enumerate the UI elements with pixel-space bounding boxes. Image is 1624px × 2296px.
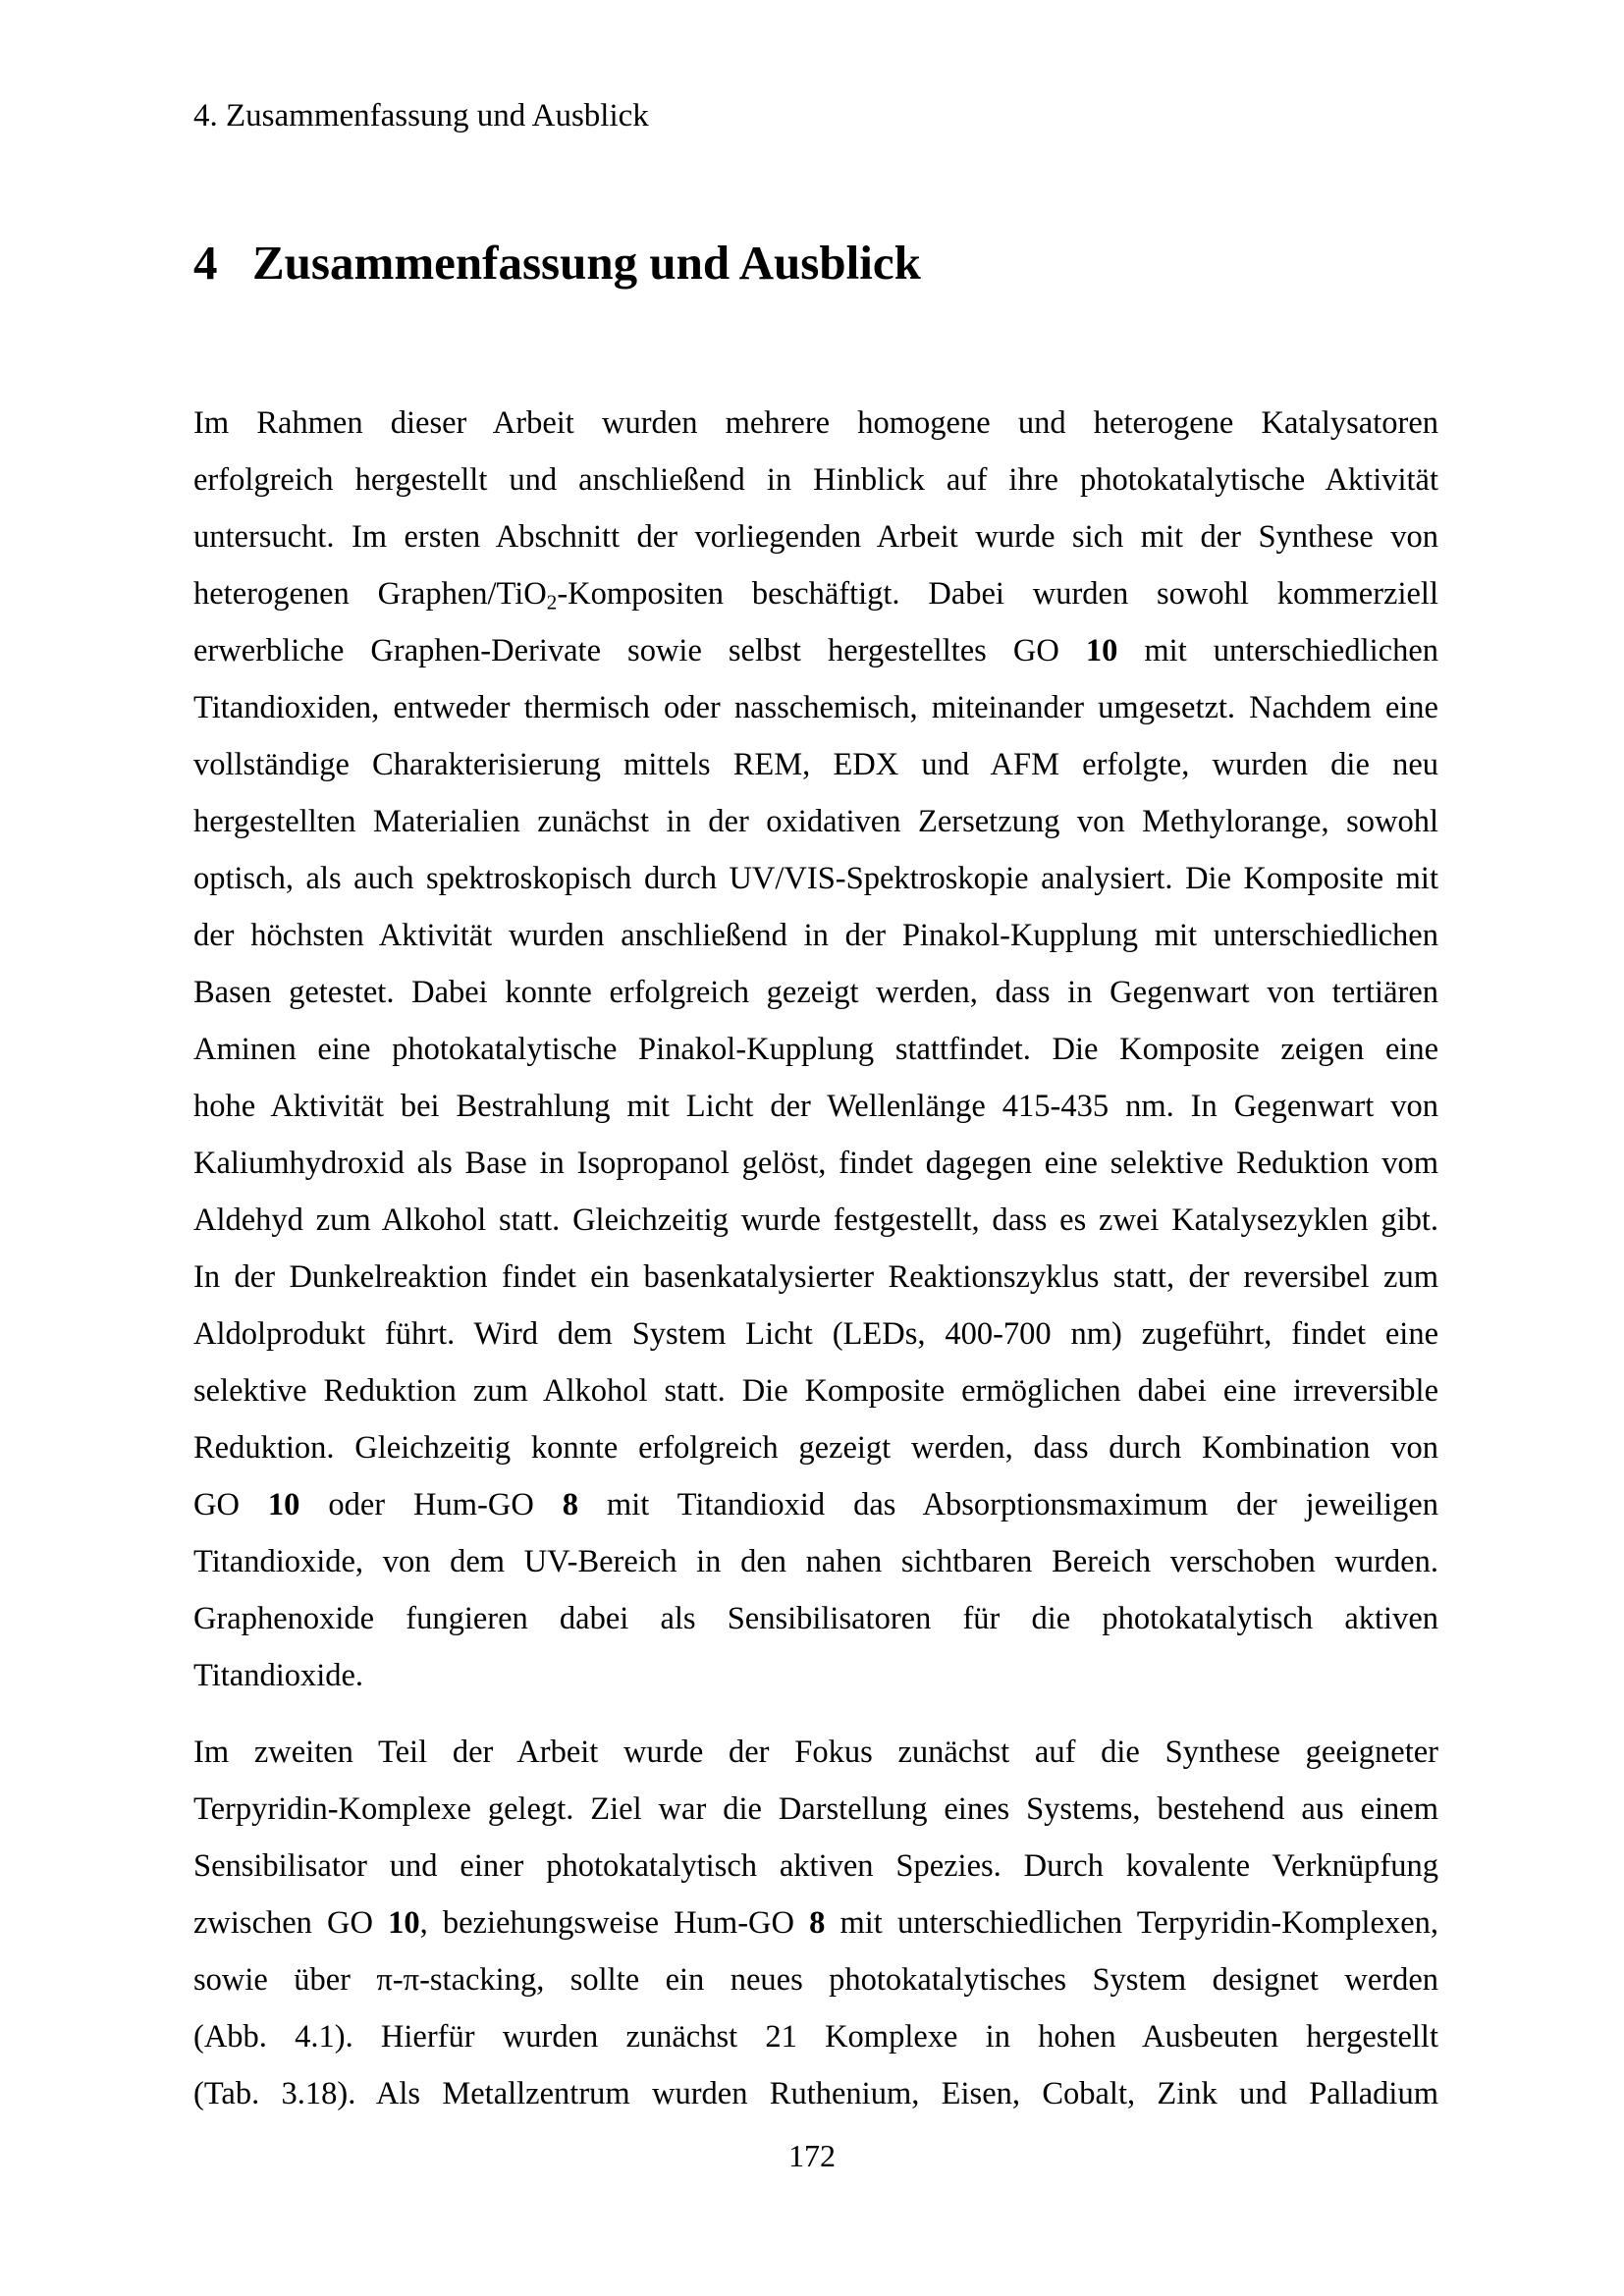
text-line: optisch, als auch spektroskopisch durch UV/VIS-Spektroskopie analysiert. Die Komposite mit bbox=[193, 861, 1438, 896]
text-line: Aldehyd zum Alkohol statt. Gleichzeitig wurde festgestellt, dass es zwei Katalysezyklen gibt. bbox=[193, 1202, 1438, 1238]
text-run: -Kompositen beschäftigt. Dabei wurden sowohl kommerziell bbox=[557, 576, 1438, 612]
text-run: mit unterschiedlichen Terpyridin-Komplexen, bbox=[825, 1905, 1438, 1941]
text-line: Basen getestet. Dabei konnte erfolgreich gezeigt werden, dass in Gegenwart von tertiären bbox=[193, 975, 1438, 1010]
text-line: hohe Aktivität bei Bestrahlung mit Licht der Wellenlänge 415-435 nm. In Gegenwart von bbox=[193, 1089, 1438, 1124]
text-line bbox=[193, 622, 1438, 679]
text-line: Titandioxide, von dem UV-Bereich in den nahen sichtbaren Bereich verschoben wurden. bbox=[193, 1544, 1438, 1579]
text-line: In der Dunkelreaktion findet ein basenkatalysierter Reaktionszyklus statt, der reversibel zum bbox=[193, 1259, 1438, 1295]
text-line bbox=[193, 1895, 1438, 1951]
text-line: Aminen eine photokatalytische Pinakol-Kupplung stattfindet. Die Komposite zeigen eine bbox=[193, 1032, 1438, 1067]
text-run: GO bbox=[193, 1487, 268, 1522]
text-line bbox=[193, 1476, 1438, 1533]
page-number: 172 bbox=[788, 2138, 836, 2173]
text-run: heterogenen Graphen/TiO bbox=[193, 576, 547, 612]
text-run: oder Hum-GO bbox=[299, 1487, 563, 1522]
compound-number: 10 bbox=[1085, 633, 1118, 668]
text-line: Im zweiten Teil der Arbeit wurde der Fokus zunächst auf die Synthese geeigneter bbox=[193, 1735, 1438, 1770]
text-line: Kaliumhydroxid als Base in Isopropanol gelöst, findet dagegen eine selektive Reduktion vom bbox=[193, 1146, 1438, 1181]
paragraph-summary bbox=[193, 395, 1438, 1704]
text-run: , beziehungsweise Hum-GO bbox=[419, 1905, 810, 1941]
text-run: mit unterschiedlichen bbox=[1117, 633, 1438, 668]
text-line: (Tab. 3.18). Als Metallzentrum wurden Ruthenium, Eisen, Cobalt, Zink und Palladium bbox=[193, 2076, 1438, 2111]
text-line: Reduktion. Gleichzeitig konnte erfolgreich gezeigt werden, dass durch Kombination von bbox=[193, 1430, 1438, 1466]
chapter-title: Zusammenfassung und Ausblick bbox=[252, 236, 921, 290]
text-line: hergestellten Materialien zunächst in der oxidativen Zersetzung von Methylorange, sowohl bbox=[193, 804, 1438, 839]
chapter-heading bbox=[193, 234, 921, 293]
text-run: mit Titandioxid das Absorptionsmaximum der jeweiligen bbox=[577, 1487, 1438, 1522]
subscript: 2 bbox=[546, 590, 558, 614]
text-line: Sensibilisator und einer photokatalytisch aktiven Spezies. Durch kovalente Verknüpfung bbox=[193, 1848, 1438, 1884]
text-line: vollständige Charakterisierung mittels REM, EDX und AFM erfolgte, wurden die neu bbox=[193, 747, 1438, 782]
text-line: sowie über π-π-stacking, sollte ein neues photokatalytisches System designet werden bbox=[193, 1962, 1438, 1998]
text-line: untersucht. Im ersten Abschnitt der vorliegenden Arbeit wurde sich mit der Synthese von bbox=[193, 519, 1438, 555]
compound-number: 10 bbox=[388, 1905, 420, 1941]
text-line bbox=[193, 565, 1438, 622]
compound-number: 8 bbox=[562, 1487, 578, 1522]
paragraph-part-two bbox=[193, 1724, 1438, 2122]
text-line: selektive Reduktion zum Alkohol statt. Die Komposite ermöglichen dabei eine irreversible bbox=[193, 1373, 1438, 1409]
text-line: Im Rahmen dieser Arbeit wurden mehrere homogene und heterogene Katalysatoren bbox=[193, 405, 1438, 441]
text-line: Titandioxiden, entweder thermisch oder nasschemisch, miteinander umgesetzt. Nachdem eine bbox=[193, 690, 1438, 725]
text-run: zwischen GO bbox=[193, 1905, 389, 1941]
text-run: erwerbliche Graphen-Derivate sowie selbst hergestelltes GO bbox=[193, 633, 1086, 668]
text-line: (Abb. 4.1). Hierfür wurden zunächst 21 Komplexe in hohen Ausbeuten hergestellt bbox=[193, 2019, 1438, 2055]
text-line: Aldolprodukt führt. Wird dem System Licht (LEDs, 400-700 nm) zugeführt, findet eine bbox=[193, 1316, 1438, 1352]
compound-number: 8 bbox=[809, 1905, 826, 1941]
text-line: Terpyridin-Komplexe gelegt. Ziel war die Darstellung eines Systems, bestehend aus einem bbox=[193, 1791, 1438, 1827]
chapter-number: 4 bbox=[193, 236, 218, 290]
text-line: der höchsten Aktivität wurden anschließend in der Pinakol-Kupplung mit unterschiedlichen bbox=[193, 918, 1438, 953]
running-header: 4. Zusammenfassung und Ausblick bbox=[193, 98, 649, 133]
compound-number: 10 bbox=[267, 1487, 300, 1522]
text-line: erfolgreich hergestellt und anschließend in Hinblick auf ihre photokatalytische Aktivität bbox=[193, 462, 1438, 498]
text-line: Graphenoxide fungieren dabei als Sensibilisatoren für die photokatalytisch aktiven bbox=[193, 1601, 1438, 1636]
text-line: Titandioxide. bbox=[193, 1658, 364, 1693]
